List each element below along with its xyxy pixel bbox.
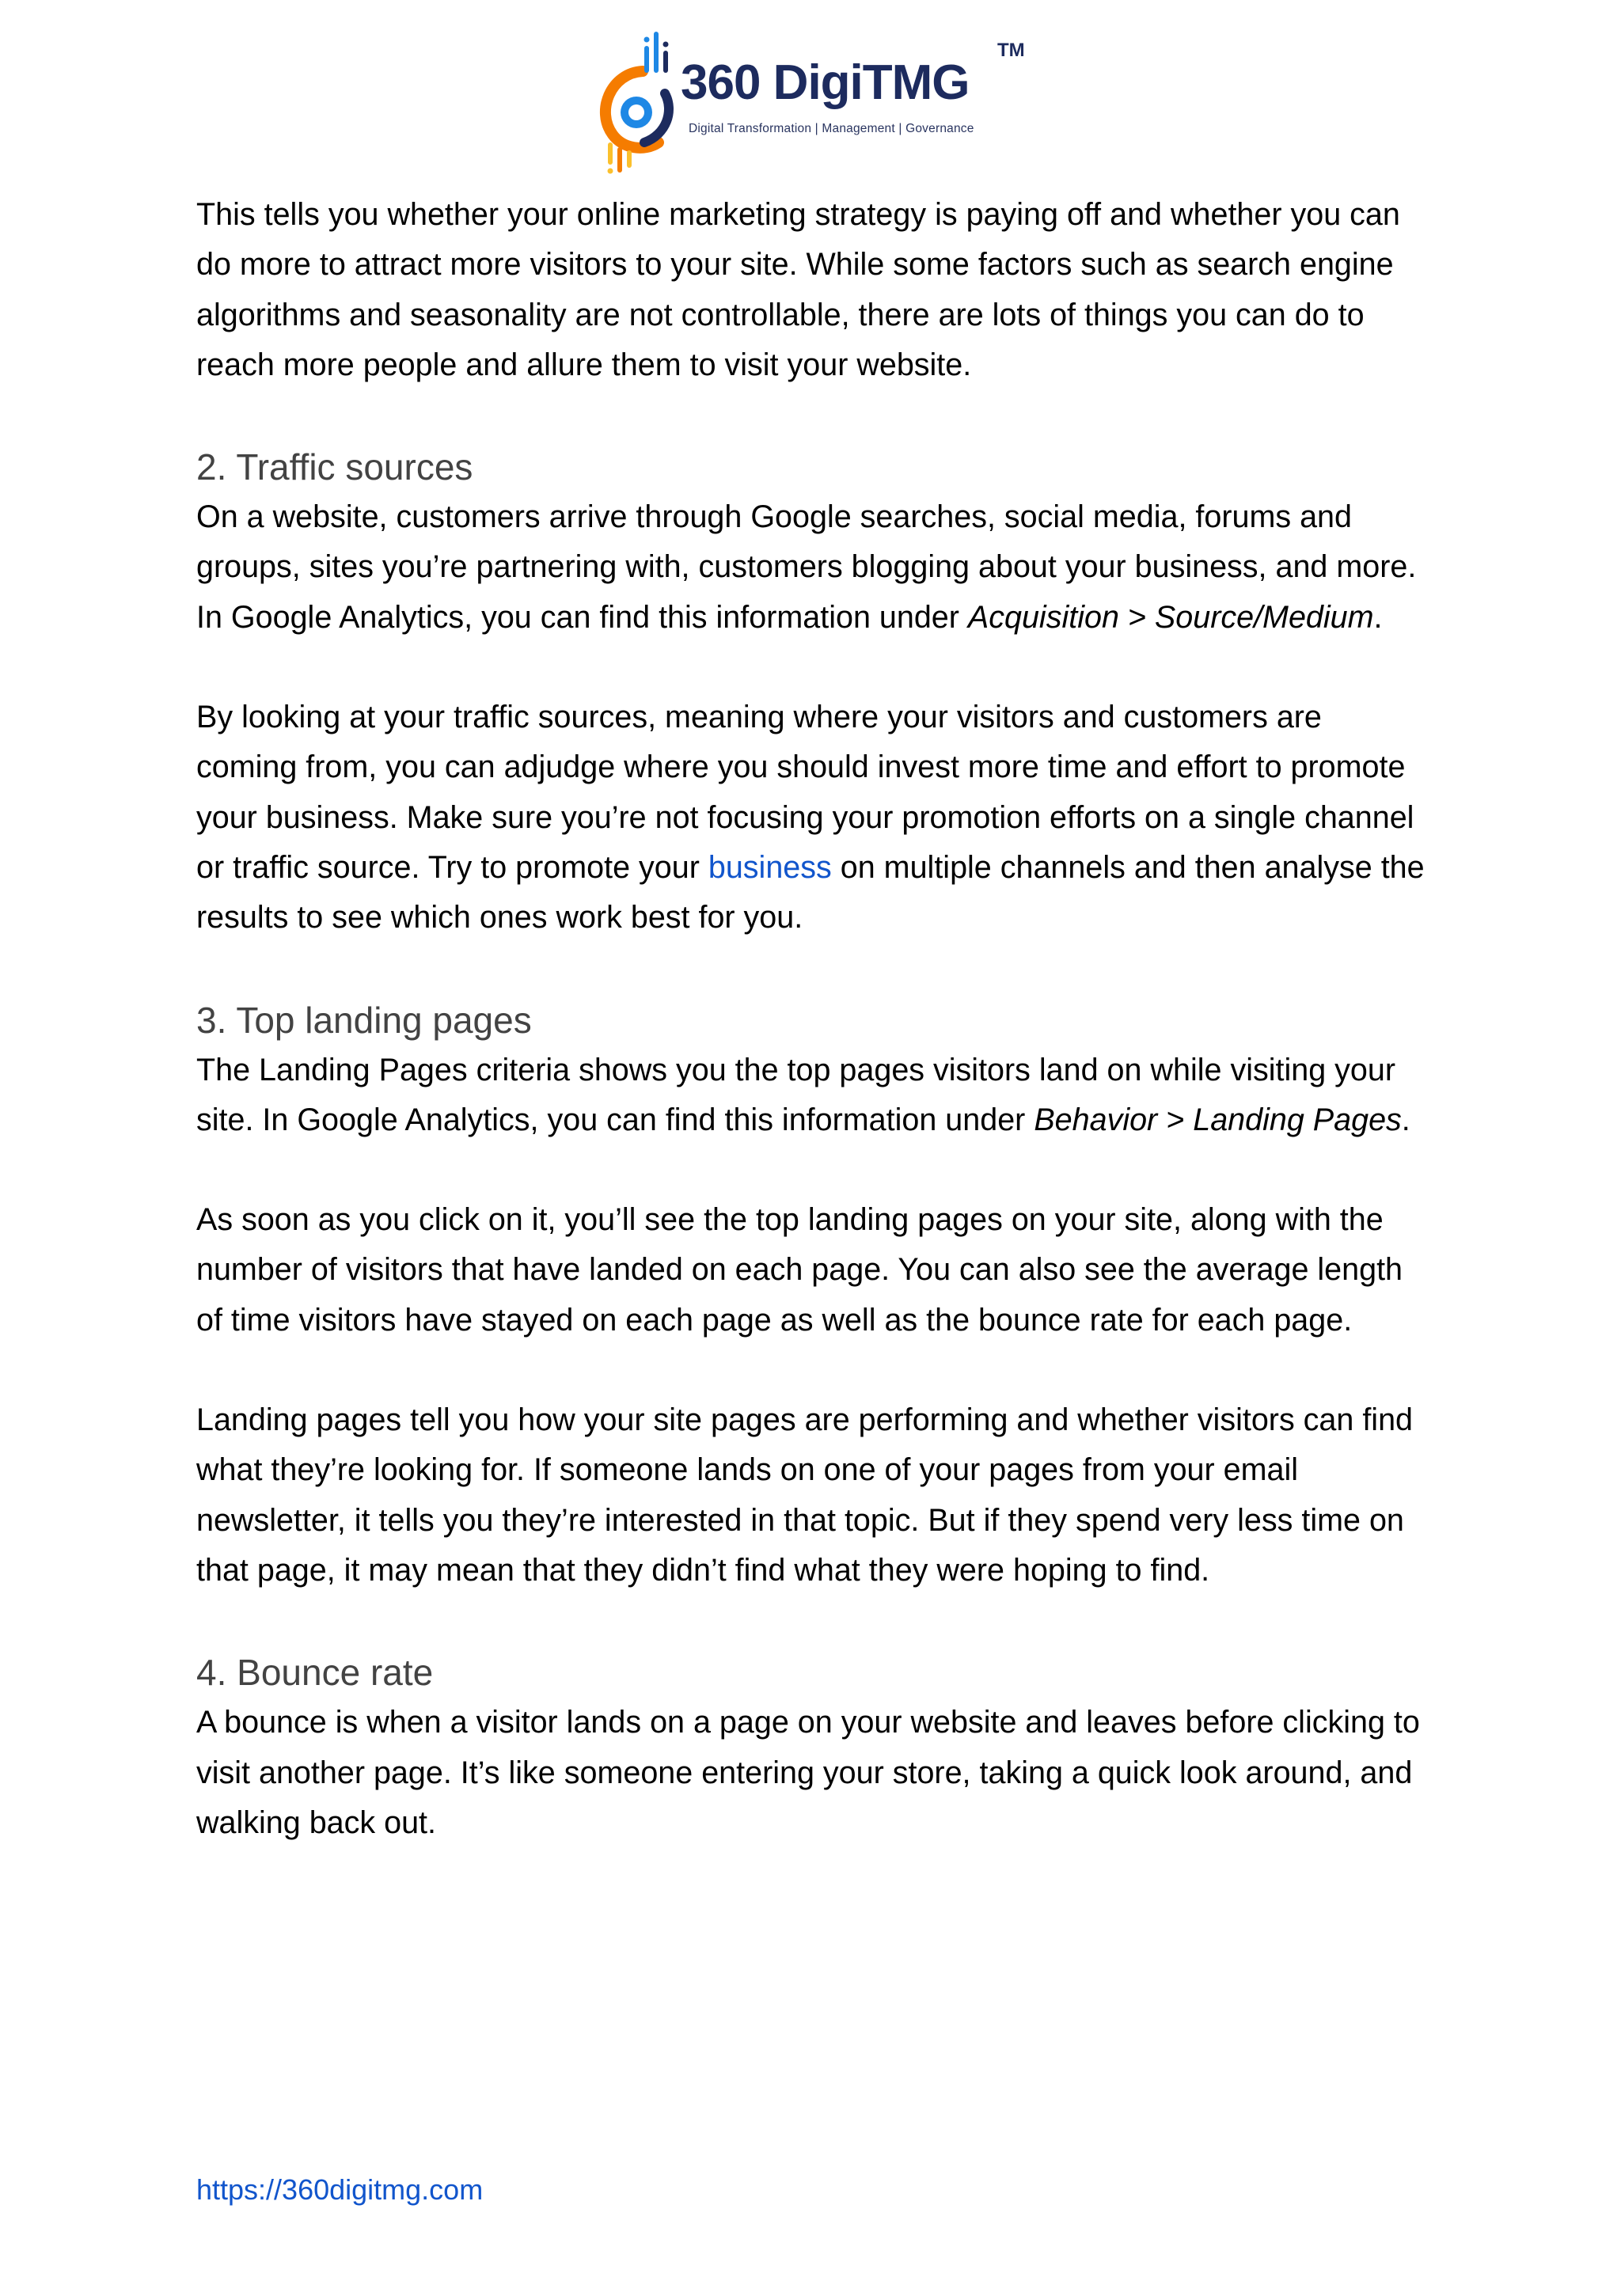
brand-tagline: Digital Transformation | Management | Governance bbox=[689, 122, 974, 135]
brand-wordmark: 360 DigiTMG bbox=[681, 55, 970, 110]
footer-website-link[interactable]: https://360digitmg.com bbox=[196, 2173, 484, 2206]
section-heading-bounce-rate: 4. Bounce rate bbox=[196, 1652, 434, 1694]
business-link[interactable]: business bbox=[708, 849, 832, 885]
intro-paragraph: This tells you whether your online marketing strategy is paying off and whether you can do more to attract more visitors to your site. While some factors such as search engine algorithms and seasonality are not controllable, there are lots of things you can do to reach more people and allure them to visit your website. bbox=[196, 197, 1400, 382]
brand-logo bbox=[595, 24, 1023, 178]
landing-pages-paragraph-2: As soon as you click on it, you’ll see the top landing pages on your site, along with the number of visitors that have landed on each page. You can also see the average length of time visitors have stayed on each page as well as the bounce rate for each page. bbox=[196, 1202, 1403, 1338]
bounce-rate-paragraph: A bounce is when a visitor lands on a page on your website and leaves before clicking to visit another page. It’s like someone entering your store, taking a quick look around, and walking back out. bbox=[196, 1705, 1420, 1840]
landing-pages-paragraph-1: The Landing Pages criteria shows you the top pages visitors land on while visiting your site. In Google Analytics, you can find this information under Behavior > Landing Pages. bbox=[196, 1052, 1410, 1137]
section-heading-top-landing-pages: 3. Top landing pages bbox=[196, 999, 532, 1041]
article-body bbox=[196, 190, 1431, 1848]
acquisition-path: Acquisition > Source/Medium bbox=[967, 599, 1374, 635]
landing-pages-paragraph-3: Landing pages tell you how your site pages are performing and whether visitors can find what they’re looking for. If someone lands on one of your pages from your email newsletter, it tells you they’re interested in that topic. But if they spend very less time on that page, it may mean that they didn’t find what they were hoping to find. bbox=[196, 1402, 1414, 1588]
traffic-sources-paragraph-2: By looking at your traffic sources, meaning where your visitors and customers are coming from, you can adjudge where you should invest more time and effort to promote your business. Make sure you’re not focusing your promotion efforts on a single channel or traffic source. Try to promote your business on multiple channels and then analyse the results to see which ones work best for you. bbox=[196, 700, 1425, 935]
logo-mark-icon bbox=[595, 24, 682, 178]
section-heading-traffic-sources: 2. Traffic sources bbox=[196, 446, 473, 488]
behavior-path: Behavior > Landing Pages bbox=[1034, 1102, 1402, 1137]
trademark-symbol: TM bbox=[997, 40, 1025, 61]
traffic-sources-paragraph-1: On a website, customers arrive through Google searches, social media, forums and groups, sites you’re partnering with, customers blogging about your business, and more. In Google Analytics, you can find this information under Acquisition > Source/Medium. bbox=[196, 499, 1417, 635]
